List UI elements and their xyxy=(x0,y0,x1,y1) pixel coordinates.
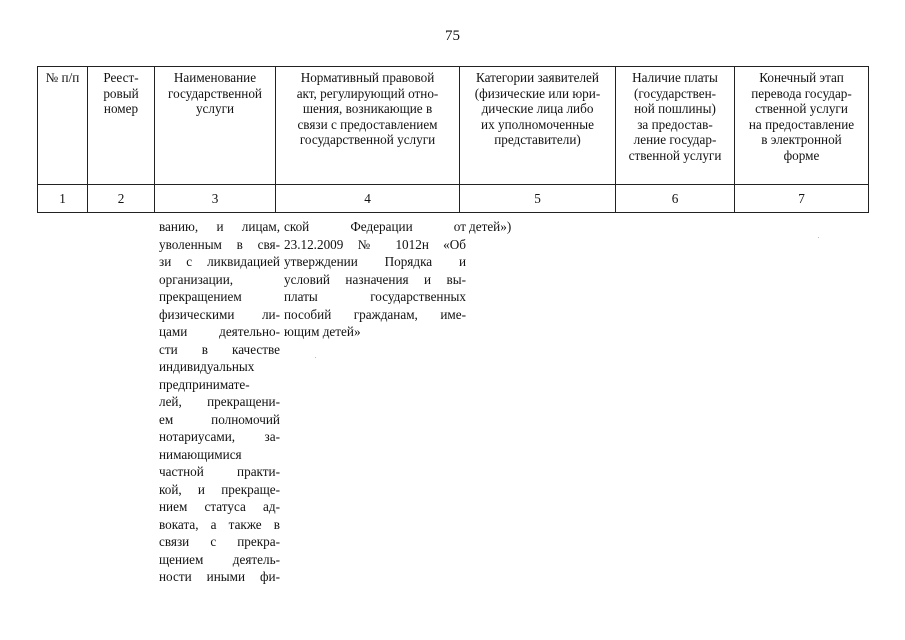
column-number: 1 xyxy=(38,185,88,213)
text-line: организации, xyxy=(159,271,234,287)
header-row xyxy=(38,67,869,185)
text-line: условий назначения и вы- xyxy=(284,271,466,287)
text-line: лей, прекращени- xyxy=(159,394,280,409)
scan-speck xyxy=(818,237,819,238)
column-number: 3 xyxy=(155,185,276,213)
service-name-continuation xyxy=(159,218,280,586)
text-line: зи с ликвидацией xyxy=(159,254,280,269)
text-line: платы государственных xyxy=(284,289,466,304)
column-number: 5 xyxy=(460,185,616,213)
column-number: 7 xyxy=(735,185,869,213)
text-line: предпринимате- xyxy=(159,376,250,392)
text-line: нием статуса ад- xyxy=(159,499,280,514)
text-line: прекращением xyxy=(159,289,242,304)
column-number-row xyxy=(38,185,869,213)
text-line: пособий гражданам, име- xyxy=(284,306,466,322)
header-item-number: № п/п xyxy=(38,67,88,185)
text-line: детей») xyxy=(469,219,512,234)
text-line: нимающимися xyxy=(159,446,242,462)
text-line: цами деятельно- xyxy=(159,324,280,339)
text-line: нотариусами, за- xyxy=(159,429,280,444)
column-number: 2 xyxy=(88,185,155,213)
text-line: 23.12.2009 № 1012н «Об xyxy=(284,236,466,252)
header-legal-act: Нормативный правовой акт, регулирующий отно- шения, возникающие в связи с предоставлением государственной услуги xyxy=(276,67,460,185)
text-line: сти в качестве xyxy=(159,341,280,357)
text-line: кой, и прекраще- xyxy=(159,481,280,497)
text-line: физическими ли- xyxy=(159,306,280,322)
text-line: ской Федерации от xyxy=(284,219,466,234)
text-line: ности иными фи- xyxy=(159,569,280,584)
header-final-stage: Конечный этап перевода государ- ственной услуги на предоставление в электронной форме xyxy=(735,67,869,185)
applicant-categories-continuation xyxy=(469,218,629,236)
text-line: щением деятель- xyxy=(159,551,280,567)
scan-speck xyxy=(315,357,316,358)
text-line: ванию, и лицам, xyxy=(159,219,280,234)
column-number: 6 xyxy=(616,185,735,213)
text-line: ющим детей» xyxy=(284,324,361,339)
legal-act-continuation xyxy=(284,218,466,341)
header-fee: Наличие платы (государствен- ной пошлины) за предостав- ление государ- ственной услуги xyxy=(616,67,735,185)
header-applicant-categories: Категории заявителей (физические или юри- дические лица либо их уполномоченные представители) xyxy=(460,67,616,185)
services-table xyxy=(37,66,869,213)
text-line: утверждении Порядка и xyxy=(284,254,466,269)
column-number: 4 xyxy=(276,185,460,213)
header-service-name: Наименование государственной услуги xyxy=(155,67,276,185)
header-registry-number: Реест- ровый номер xyxy=(88,67,155,185)
text-line: частной практи- xyxy=(159,464,280,479)
text-line: уволенным в свя- xyxy=(159,236,280,252)
text-line: связи с прекра- xyxy=(159,534,280,549)
text-line: воката, а также в xyxy=(159,516,280,532)
page-number: 75 xyxy=(445,28,460,44)
text-line: индивидуальных xyxy=(159,359,255,374)
text-line: ем полномочий xyxy=(159,411,280,427)
